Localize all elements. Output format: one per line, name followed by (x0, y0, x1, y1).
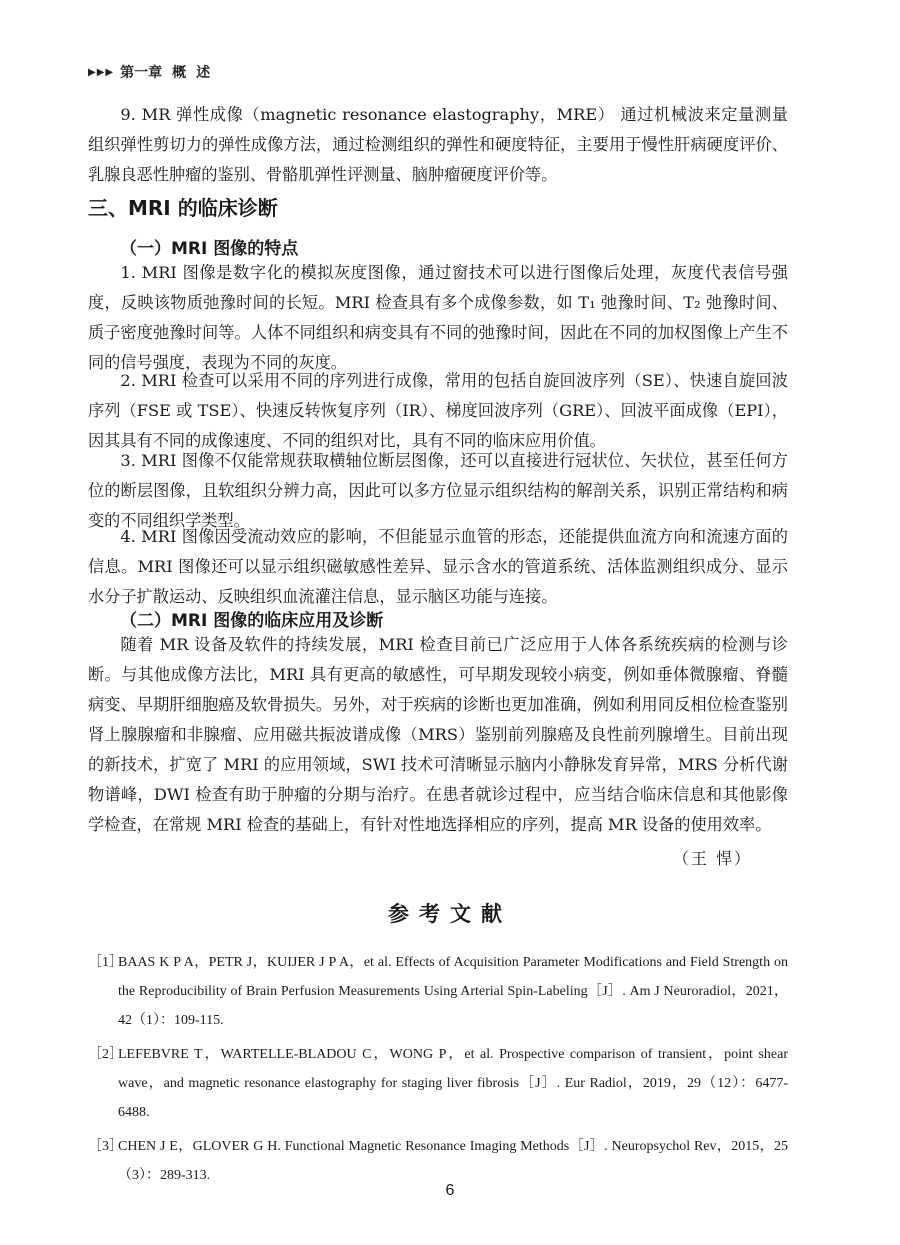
reference-item (88, 1040, 788, 1127)
reference-number: ［3］ (88, 1139, 123, 1154)
page-number: 6 (445, 1182, 455, 1199)
paragraph-s1-4: 4. MRI 图像因受流动效应的影响，不但能显示血管的形态，还能提供血流方向和流速方面的信息。MRI 图像还可以显示组织磁敏感性差异、显示含水的管道系统、活体监测组织成分、显示水分子扩散运动、反映组织血流灌注信息，显示脑区功能与连接。 (88, 527, 788, 606)
reference-text: BAAS K P A，PETR J，KUIJER J P A，et al. Effects of Acquisition Parameter Modifications and Field Strength on the Reproducibility of Brain Perfusion Measurements Using Arterial Spin-Labeling［J］. Am J Neuroradiol，2021，42（1）：109-115. (118, 955, 788, 1028)
intro-paragraph: 9. MR 弹性成像（magnetic resonance elastography，MRE） 通过机械波来定量测量组织弹性剪切力的弹性成像方法，通过检测组织的弹性和硬度特征，主要用于慢性肝病硬度评价、乳腺良恶性肿瘤的鉴别、骨骼肌弹性评测量、脑肿瘤硬度评价等。 (88, 105, 788, 184)
paragraph-s2: 随着 MR 设备及软件的持续发展，MRI 检查目前已广泛应用于人体各系统疾病的检测与诊断。与其他成像方法比，MRI 具有更高的敏感性，可早期发现较小病变，例如垂体微腺瘤、脊髓病变、早期肝细胞癌及软骨损失。另外，对于疾病的诊断也更加准确，例如利用同反相位检查鉴别肾上腺腺瘤和非腺瘤、应用磁共振波谱成像（MRS）鉴别前列腺癌及良性前列腺增生。目前出现的新技术，扩宽了 MRI 的应用领域，SWI 技术可清晰显示脑内小静脉发育异常，MRS 分析代谢物谱峰，DWI 检查有助于肿瘤的分期与治疗。在患者就诊过程中，应当结合临床信息和其他影像学检查，在常规 MRI 检查的基础上，有针对性地选择相应的序列，提高 MR 设备的使用效率。 (88, 635, 788, 834)
paragraph-s1-3: 3. MRI 图像不仅能常规获取横轴位断层图像，还可以直接进行冠状位、矢状位，甚至任何方位的断层图像，且软组织分辨力高，因此可以多方位显示组织结构的解剖关系，识别正常结构和病变的不同组织学类型。 (88, 451, 788, 530)
chapter-name: 概述 (172, 65, 221, 81)
header-arrows-icon: ▶▶▶ (88, 66, 115, 78)
subsection-title-1: （一）MRI 图像的特点 (120, 239, 299, 259)
reference-text: LEFEBVRE T，WARTELLE-BLADOU C，WONG P，et al. Prospective comparison of transient，point shear wave，and magnetic resonance elastography for staging liver fibrosis［J］. Eur Radiol，2019，29（12）：6477-6488. (118, 1047, 788, 1120)
subsection-title-2: （二）MRI 图像的临床应用及诊断 (120, 611, 384, 631)
running-header (88, 62, 220, 82)
references-title: 参考文献 (388, 901, 512, 926)
chapter-label: 第一章 (120, 65, 163, 81)
author-credit: （王 悍） (672, 849, 752, 868)
paragraph-s1-1: 1. MRI 图像是数字化的模拟灰度图像，通过窗技术可以进行图像后处理，灰度代表信号强度，反映该物质弛豫时间的长短。MRI 检查具有多个成像参数，如 T₁ 弛豫时间、T₂ 弛豫时间、质子密度弛豫时间等。人体不同组织和病变具有不同的弛豫时间，因此在不同的加权图像上产生不同的信号强度，表现为不同的灰度。 (88, 263, 788, 372)
paragraph-s1-2: 2. MRI 检查可以采用不同的序列进行成像，常用的包括自旋回波序列（SE）、快速自旋回波序列（FSE 或 TSE）、快速反转恢复序列（IR）、梯度回波序列（GRE）、回波平面成像（EPI），因其具有不同的成像速度、不同的组织对比，具有不同的临床应用价值。 (88, 371, 788, 450)
reference-number: ［1］ (88, 955, 123, 970)
reference-text: CHEN J E，GLOVER G H. Functional Magnetic Resonance Imaging Methods［J］. Neuropsychol Rev，2015，25（3）：289-313. (118, 1139, 788, 1183)
reference-number: ［2］ (88, 1047, 123, 1062)
section-title: 三、MRI 的临床诊断 (88, 196, 278, 220)
reference-list (88, 948, 788, 1195)
reference-item (88, 948, 788, 1035)
